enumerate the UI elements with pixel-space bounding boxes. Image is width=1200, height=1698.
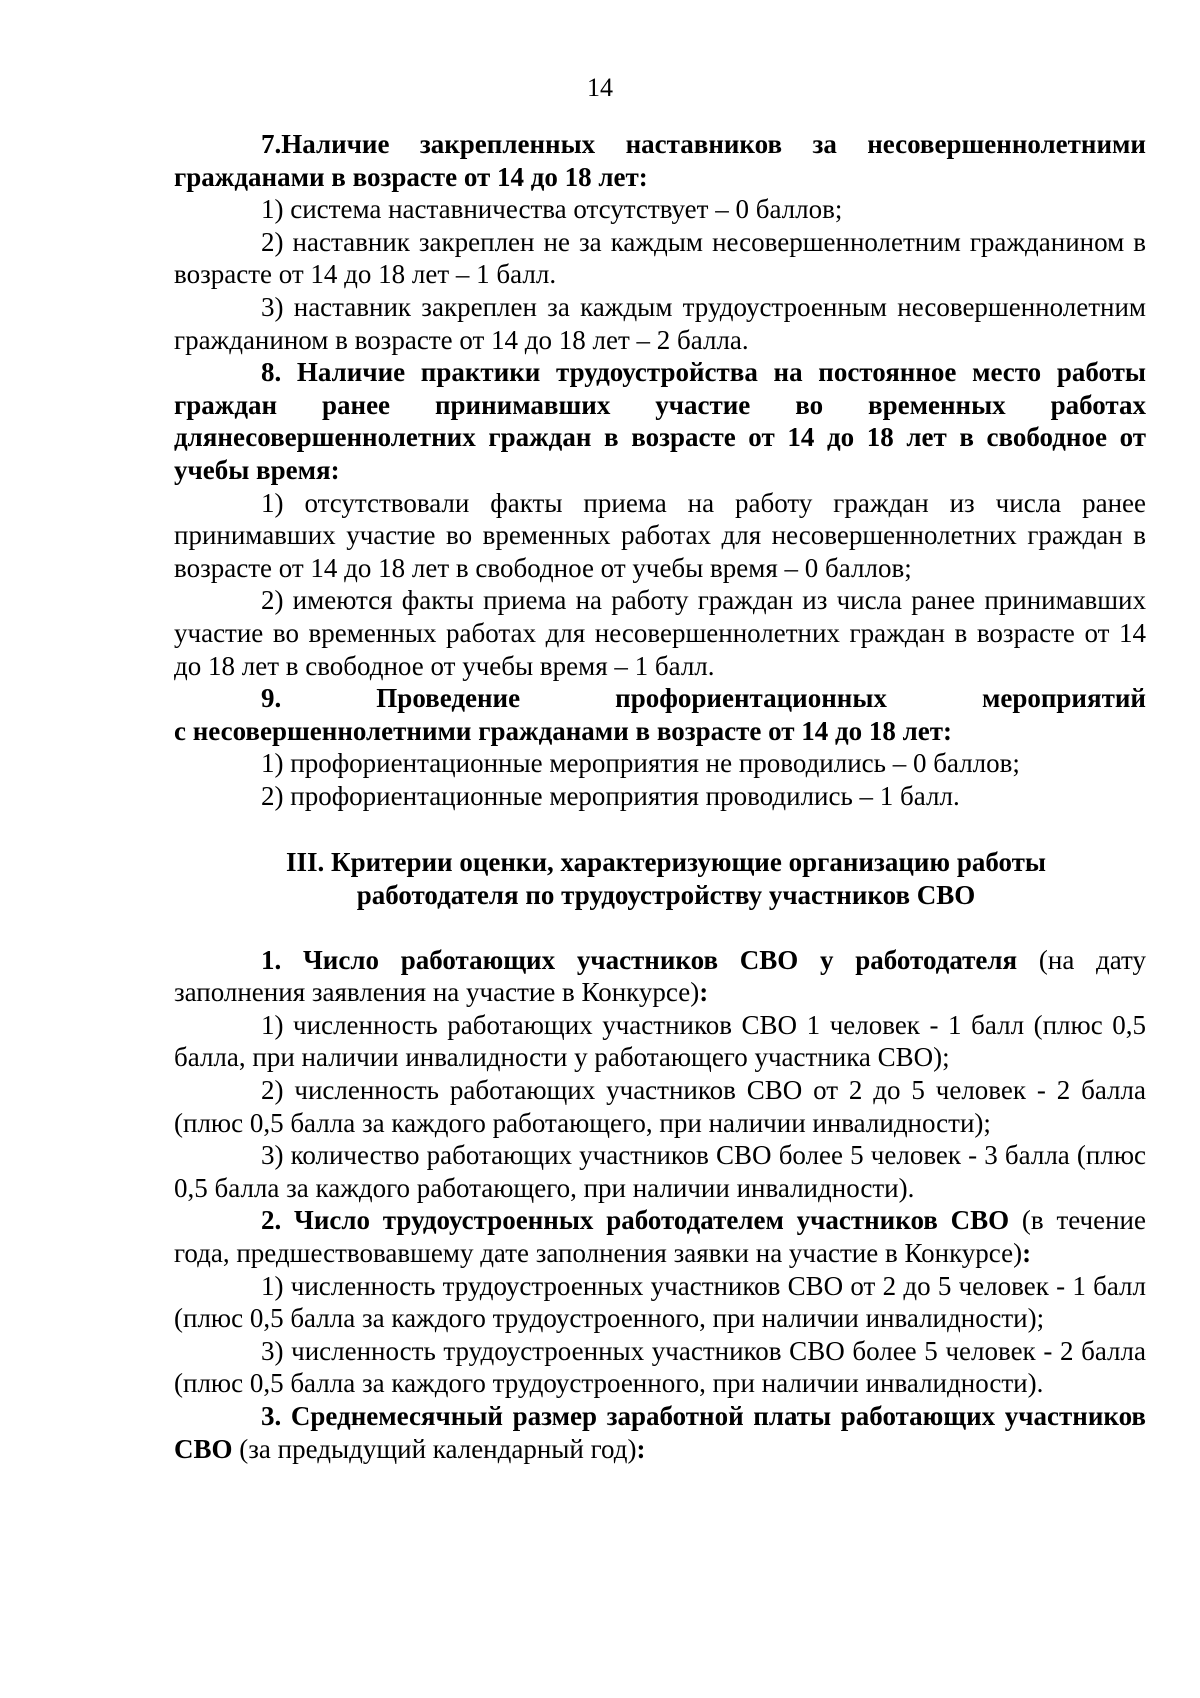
section-8-heading: 8. Наличие практики трудоустройства на постоянное место работы граждан ранее принимавших участие во временных работах длянесовершеннолетних граждан в возрасте от 14 до 18 лет в свободное от учебы время: [174,357,1146,485]
criterion-3-heading-bold: 3. Среднемесячный размер заработной платы работающих участников СВО [174,1400,1146,1464]
part-3-title-line-2: работодателя по трудоустройству участников СВО [356,880,976,911]
criterion-2-heading-bold: 2. Число трудоустроенных работодателем участников СВО [261,1205,1010,1236]
section-9-word-3: мероприятий [981,683,1146,714]
criterion-1-item-1: 1) численность работающих участников СВО 1 человек - 1 балл (плюс 0,5 балла, при наличии инвалидности у работающего участника СВО); [174,1009,1146,1073]
section-9-item-1: 1) профориентационные мероприятия не проводились – 0 баллов; [261,748,1020,779]
section-9-word-1: Проведение [376,683,521,714]
section-7-item-1: 1) система наставничества отсутствует – 0 баллов; [261,194,843,225]
criterion-2-item-1: 1) численность трудоустроенных участников СВО от 2 до 5 человек - 1 балл (плюс 0,5 балла за каждого трудоустроенного, при наличии инвалидности); [174,1270,1146,1334]
criterion-1-heading-colon: : [699,977,709,1008]
section-8-item-2: 2) имеются факты приема на работу граждан из числа ранее принимавших участие во временных работах для несовершеннолетних граждан в возрасте от 14 до 18 лет в свободное от учебы время – 1 балл. [174,585,1146,681]
section-7-item-3: 3) наставник закреплен за каждым трудоустроенным несовершеннолетним гражданином в возрасте от 14 до 18 лет – 2 балла. [174,291,1146,355]
section-9-heading-line2: с несовершеннолетними гражданами в возрасте от 14 до 18 лет: [174,715,953,746]
criterion-1-heading [174,944,1146,1009]
section-7-heading: 7.Наличие закрепленных наставников за несовершеннолетними гражданами в возрасте от 14 до 18 лет: [174,129,1146,192]
criterion-1-heading-note: (на дату заполнения заявления на участие в Конкурсе) [174,944,1146,1008]
criterion-1-heading-bold: 1. Число работающих участников СВО у работодателя [261,944,1018,975]
criterion-2-heading [174,1204,1146,1269]
page-number: 14 [587,73,613,102]
section-9-heading-line1 [174,682,1146,715]
criterion-3-heading-note: (за предыдущий календарный год) [232,1433,637,1464]
section-7-item-2: 2) наставник закреплен не за каждым несовершеннолетним гражданином в возрасте от 14 до 18 лет – 1 балл. [174,226,1146,290]
criterion-1-item-3: 3) количество работающих участников СВО более 5 человек - 3 балла (плюс 0,5 балла за каждого работающего, при наличии инвалидности). [174,1140,1146,1203]
section-9-number: 9. [261,683,282,714]
document-body [174,128,1146,1465]
criterion-2-heading-colon: : [1022,1238,1032,1268]
section-9-item-2: 2) профориентационные мероприятия проводились – 1 балл. [261,780,960,811]
section-8-item-1: 1) отсутствовали факты приема на работу граждан из числа ранее принимавших участие во временных работах для несовершеннолетних граждан в возрасте от 14 до 18 лет в свободное от учебы время – 0 баллов; [174,487,1146,583]
criterion-3-heading [174,1400,1146,1465]
section-9-word-2: профориентационных [615,683,887,714]
part-3-title-line-1: III. Критерии оценки, характеризующие организацию работы [286,847,1046,878]
criterion-1-item-2: 2) численность работающих участников СВО от 2 до 5 человек - 2 балла (плюс 0,5 балла за каждого работающего, при наличии инвалидности); [174,1075,1146,1138]
criterion-2-heading-note: (в течение года, предшествовавшему дате заполнения заявки на участие в Конкурсе) [174,1205,1146,1268]
criterion-2-item-3: 3) численность трудоустроенных участников СВО более 5 человек - 2 балла (плюс 0,5 балла за каждого трудоустроенного, при наличии инвалидности). [174,1335,1146,1399]
criterion-3-heading-colon: : [636,1433,646,1464]
